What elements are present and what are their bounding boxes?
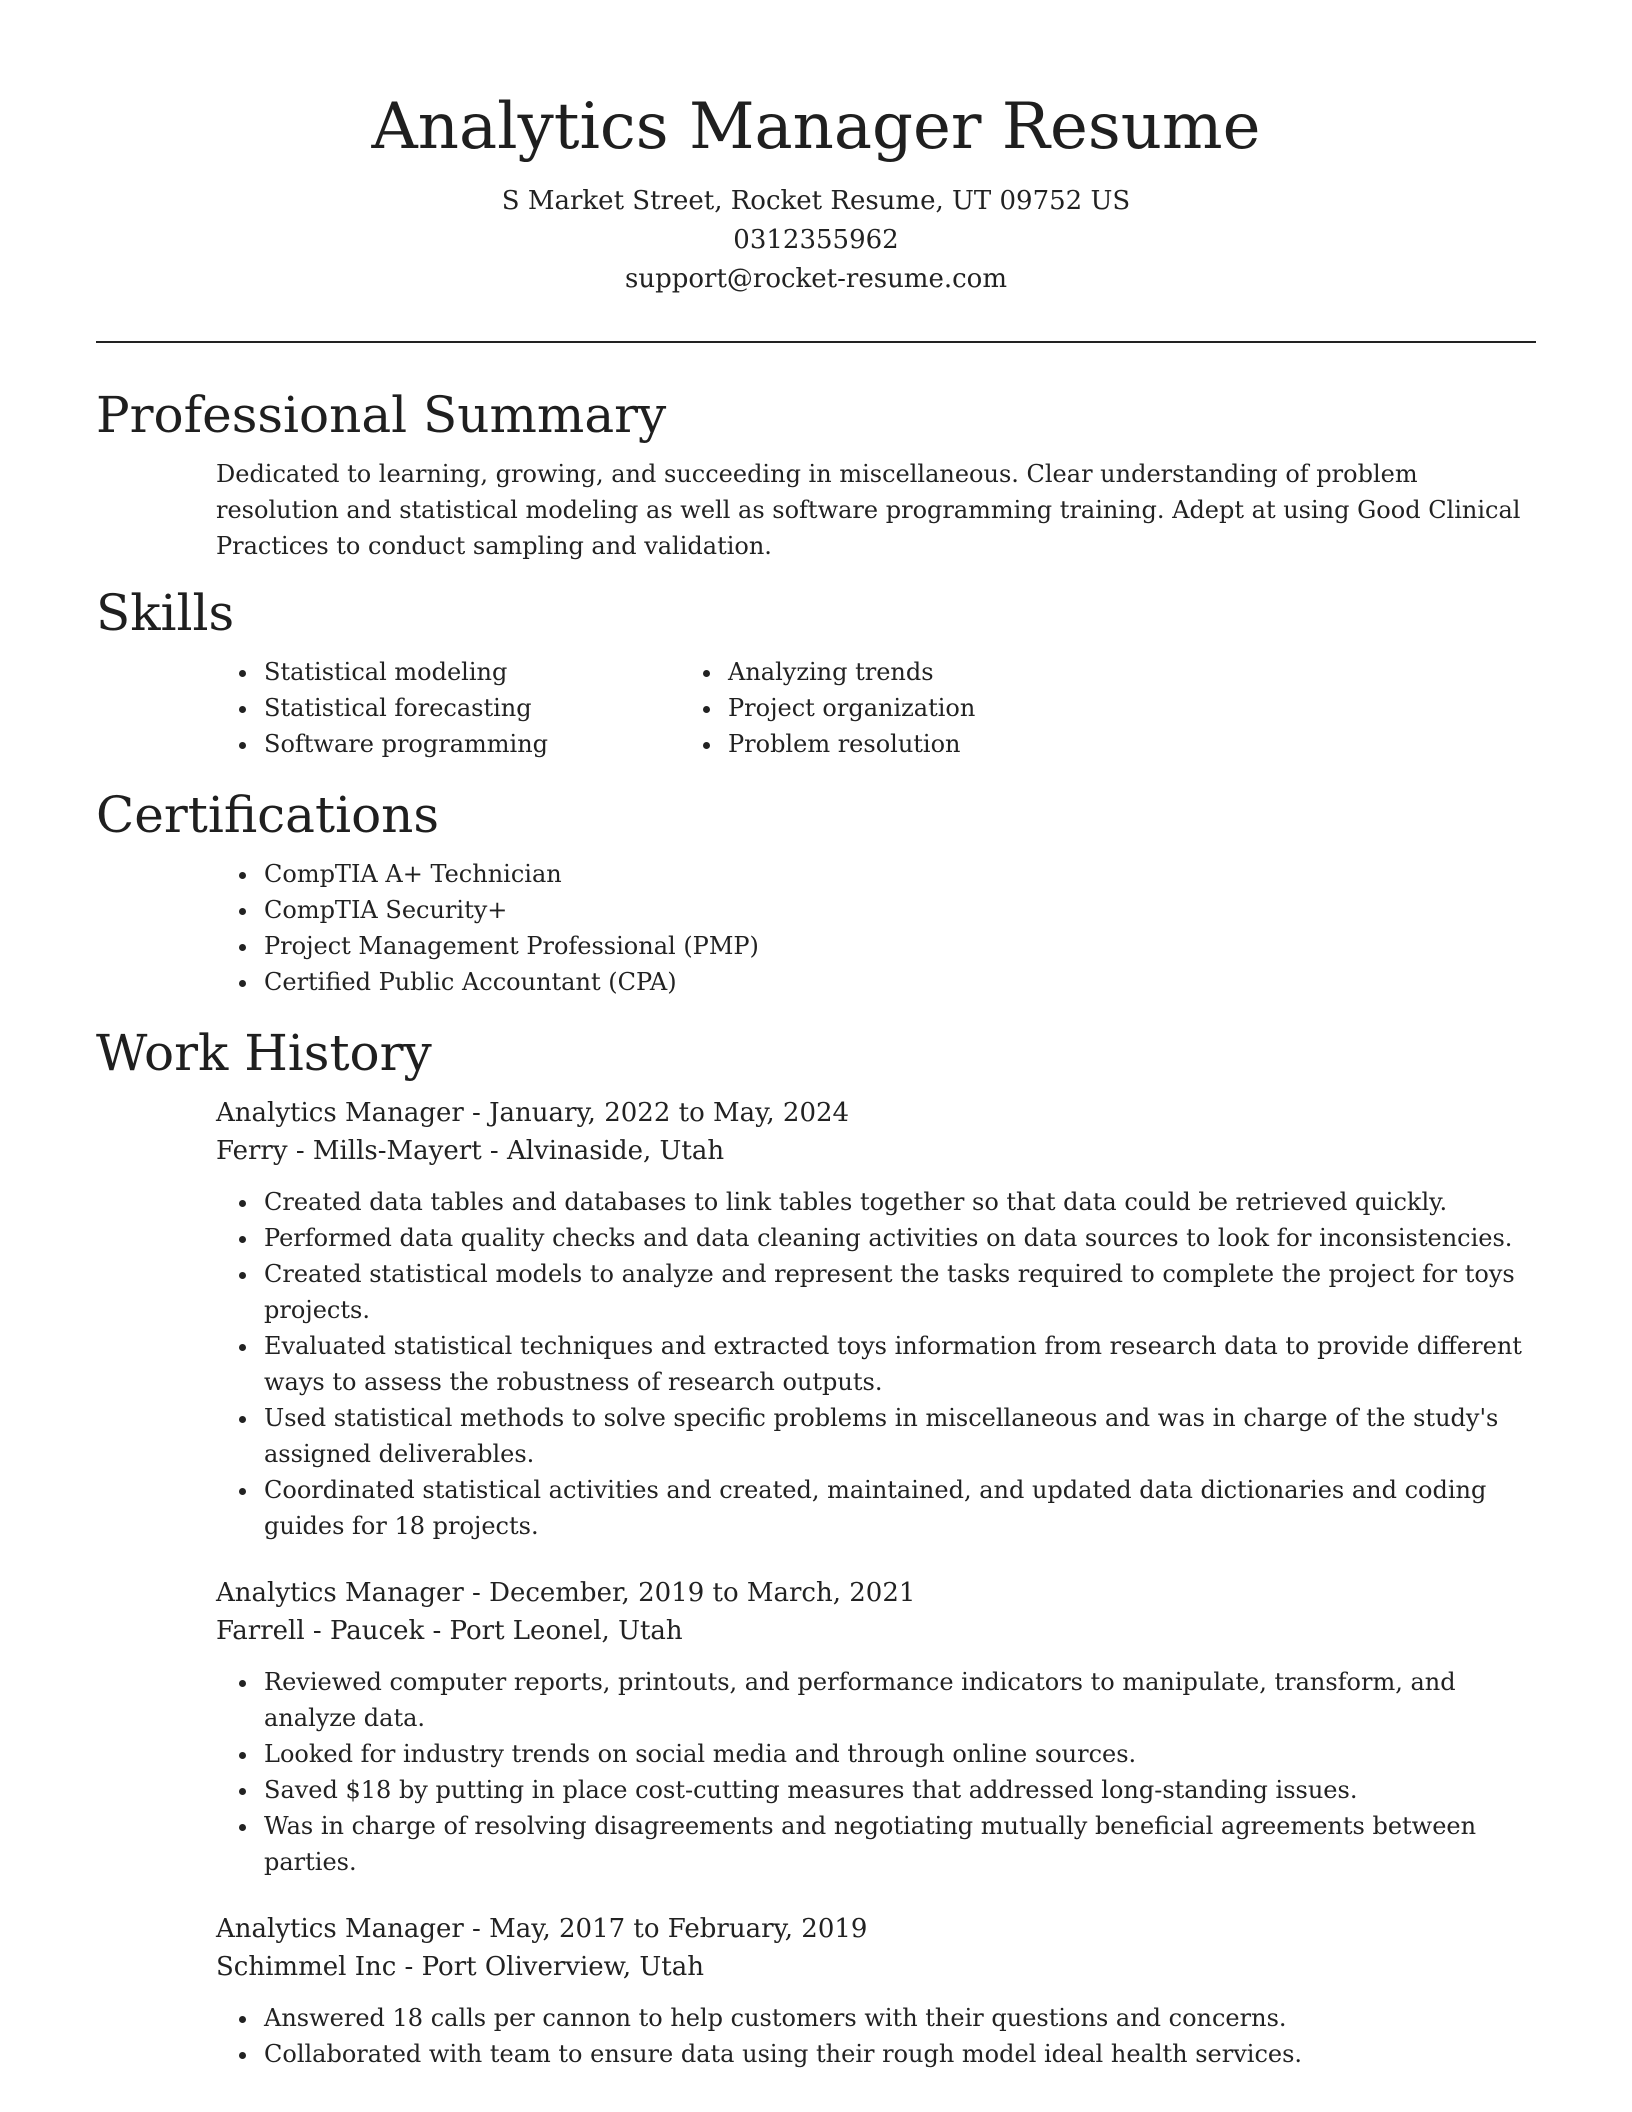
header-divider: [96, 341, 1536, 343]
certification-item: • CompTIA Security+: [260, 892, 1536, 928]
job-title: Analytics Manager - January, 2022 to May, 2024: [216, 1098, 850, 1128]
job-bullet: • Answered 18 calls per cannon to help customers with their questions and concerns.: [260, 2000, 1540, 2036]
job-entry: [96, 1910, 1536, 2072]
contact-phone: 0312355962: [733, 225, 899, 255]
skills-grid: [96, 654, 1536, 762]
skill-item: • Project organization: [724, 690, 1374, 726]
certification-item: • Certified Public Accountant (CPA): [260, 964, 1536, 1000]
skill-item: • Statistical forecasting: [260, 690, 910, 726]
summary-section: [96, 384, 1536, 564]
skills-column-2: [724, 654, 1374, 762]
work-history-section: [96, 1022, 1536, 2072]
job-company: Schimmel Inc - Port Oliverview, Utah: [216, 1952, 704, 1982]
skill-item: • Statistical modeling: [260, 654, 910, 690]
job-entry: [96, 1094, 1536, 1544]
summary-text: Dedicated to learning, growing, and succeeding in miscellaneous. Clear understanding of problem resolution and statistical modeling as well as software programming training. Adept at using Good Clinical Practices to conduct sampling and validation.: [216, 460, 1521, 560]
job-bullet: • Created data tables and databases to link tables together so that data could be retrieved quickly.: [260, 1184, 1540, 1220]
resume-body: [96, 384, 1536, 2102]
job-bullets: [96, 1184, 1540, 1544]
job-bullet: • Collaborated with team to ensure data using their rough model ideal health services.: [260, 2036, 1540, 2072]
job-bullet: • Saved $18 by putting in place cost-cutting measures that addressed long-standing issues.: [260, 1772, 1540, 1808]
resume-header: [0, 0, 1632, 299]
work-history-heading: Work History: [96, 1024, 432, 1082]
job-bullet: • Used statistical methods to solve specific problems in miscellaneous and was in charge of the study's assigned deliverables.: [260, 1400, 1540, 1472]
job-bullets: [96, 2000, 1540, 2072]
certification-item: • Project Management Professional (PMP): [260, 928, 1536, 964]
job-title: Analytics Manager - May, 2017 to February, 2019: [216, 1914, 868, 1944]
contact-email: support@rocket-resume.com: [624, 264, 1007, 294]
job-bullet: • Evaluated statistical techniques and extracted toys information from research data to provide different ways to assess the robustness of research outputs.: [260, 1328, 1540, 1400]
job-bullet: • Looked for industry trends on social media and through online sources.: [260, 1736, 1540, 1772]
contact-address: S Market Street, Rocket Resume, UT 09752 US: [501, 186, 1131, 216]
skill-item: • Problem resolution: [724, 726, 1374, 762]
certifications-section: [96, 784, 1536, 1000]
job-entry: [96, 1574, 1536, 1880]
job-company: Ferry - Mills-Mayert - Alvinaside, Utah: [216, 1136, 725, 1166]
skills-section: [96, 582, 1536, 762]
job-company: Farrell - Paucek - Port Leonel, Utah: [216, 1616, 683, 1646]
job-bullets: [96, 1664, 1540, 1880]
skills-heading: Skills: [96, 584, 235, 642]
job-bullet: • Coordinated statistical activities and created, maintained, and updated data dictionaries and coding guides for 18 projects.: [260, 1472, 1540, 1544]
job-bullet: • Was in charge of resolving disagreements and negotiating mutually beneficial agreements between parties.: [260, 1808, 1540, 1880]
certifications-list: [96, 856, 1536, 1000]
certifications-heading: Certifications: [96, 786, 440, 844]
job-bullet: • Performed data quality checks and data cleaning activities on data sources to look for inconsistencies.: [260, 1220, 1540, 1256]
job-bullet: • Reviewed computer reports, printouts, and performance indicators to manipulate, transform, and analyze data.: [260, 1664, 1540, 1736]
contact-info: [0, 182, 1632, 299]
job-title: Analytics Manager - December, 2019 to March, 2021: [216, 1578, 916, 1608]
skill-item: • Software programming: [260, 726, 910, 762]
certification-item: • CompTIA A+ Technician: [260, 856, 1536, 892]
skill-item: • Analyzing trends: [724, 654, 1374, 690]
summary-heading: Professional Summary: [96, 386, 667, 444]
resume-name: Analytics Manager Resume: [371, 90, 1261, 164]
job-bullet: • Created statistical models to analyze and represent the tasks required to complete the project for toys projects.: [260, 1256, 1540, 1328]
